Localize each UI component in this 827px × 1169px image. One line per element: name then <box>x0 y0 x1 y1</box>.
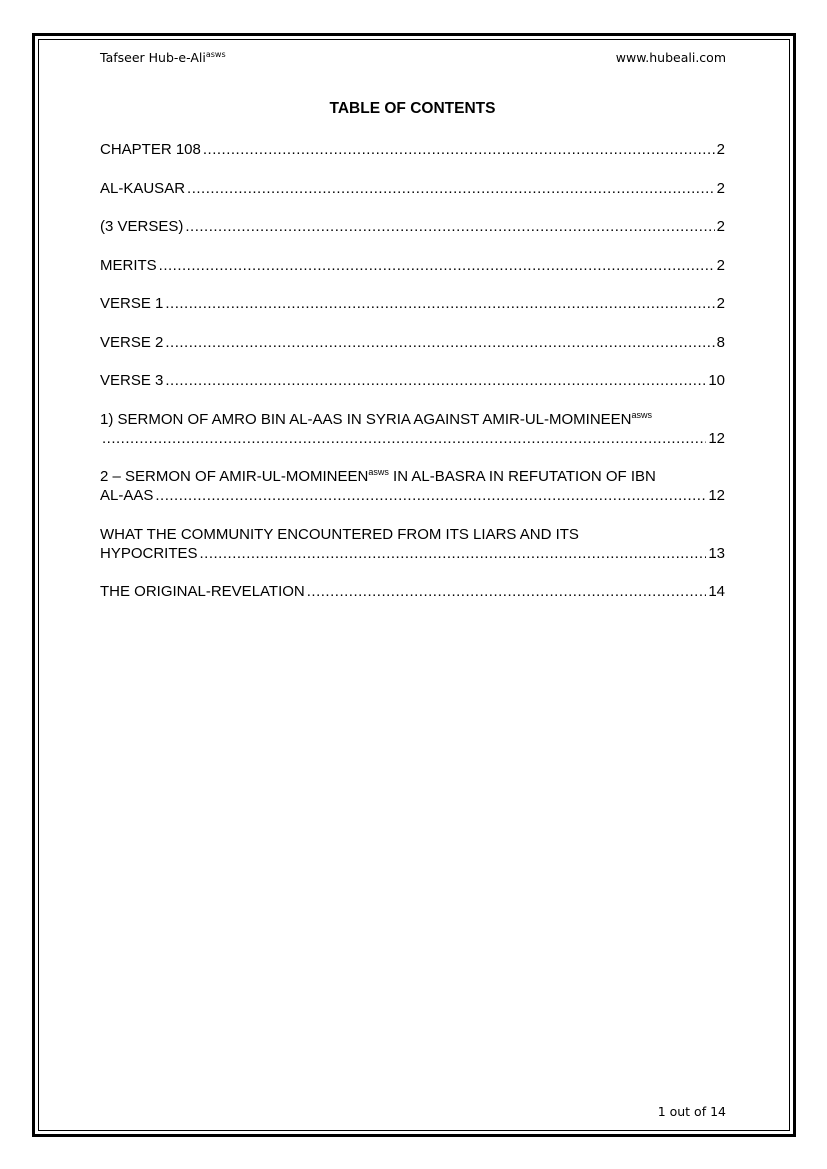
toc-entry-page: 14 <box>708 583 725 600</box>
toc-entry[interactable] <box>100 525 725 563</box>
header-website: www.hubeali.com <box>615 50 726 65</box>
toc-entry-page: 8 <box>716 333 725 351</box>
toc-entry-text: (3 VERSES) <box>100 218 184 235</box>
toc-dot-leader <box>185 217 714 236</box>
toc-dot-leader <box>307 582 707 601</box>
toc-entry-text: CHAPTER 108 <box>100 141 201 158</box>
toc-entry[interactable] <box>100 467 725 505</box>
toc-entry[interactable] <box>100 217 725 236</box>
toc-entry-text: VERSE 1 <box>100 295 164 312</box>
header-title: Tafseer Hub-e-Ali$^{asws}$ <box>100 50 226 65</box>
toc-entry-text-line1: 1) SERMON OF AMRO BIN AL-AAS IN SYRIA AGAINST AMIR-$UL-MOMINEEN^{asws}$ <box>100 409 653 428</box>
toc-entry-text: THE ORIGINAL-REVELATION <box>100 583 305 600</box>
toc-entry-page: 13 <box>708 544 725 562</box>
toc-entry-text-line1: WHAT THE COMMUNITY ENCOUNTERED FROM ITS LIARS AND ITS <box>100 525 579 543</box>
toc-entry[interactable] <box>100 140 725 159</box>
toc-entry[interactable] <box>100 256 725 275</box>
toc-entry-text-line2: HYPOCRITES <box>100 544 198 562</box>
toc-entry-page: 12 <box>708 429 725 447</box>
header-title-superscript: asws <box>205 50 226 59</box>
toc-entry-text: MERITS <box>100 256 157 274</box>
toc-entry[interactable] <box>100 410 725 448</box>
page-number-indicator: 1 out of 14 <box>657 1104 726 1119</box>
toc-dot-leader <box>159 256 715 275</box>
toc-entry-text: AL-KAUSAR <box>100 179 186 197</box>
toc-entry[interactable] <box>100 179 725 198</box>
toc-dot-leader <box>165 294 714 313</box>
toc-dot-leader <box>203 140 715 159</box>
toc-dot-leader <box>165 371 706 390</box>
toc-entry-page: 10 <box>708 372 725 389</box>
toc-entry-text-line2: AL-AAS <box>100 487 154 504</box>
toc-entry[interactable] <box>100 371 725 390</box>
toc-entry-text: VERSE 2 <box>100 333 164 351</box>
toc-entry-page: 2 <box>716 295 725 312</box>
toc-entry-page: 12 <box>708 487 725 504</box>
toc-entry-superscript: asws <box>631 409 653 420</box>
toc-entry-superscript: asws <box>368 467 389 477</box>
toc-entry-page: 2 <box>716 218 725 235</box>
toc-entry-text: VERSE 3 <box>100 372 164 389</box>
table-of-contents <box>100 140 725 621</box>
toc-entry[interactable] <box>100 294 725 313</box>
toc-entry-page: 2 <box>716 179 725 197</box>
toc-dot-leader <box>165 333 714 352</box>
toc-entry-page: 2 <box>716 141 725 158</box>
toc-heading: TABLE OF CONTENTS <box>329 100 496 117</box>
toc-entry-page: 2 <box>716 256 725 274</box>
toc-entry[interactable] <box>100 582 725 601</box>
toc-dot-leader <box>200 544 707 563</box>
toc-dot-leader <box>187 179 715 198</box>
toc-entry[interactable] <box>100 333 725 352</box>
toc-dot-leader <box>102 429 706 448</box>
toc-dot-leader <box>155 486 706 505</box>
toc-entry-text-line1: 2 – SERMON OF AMIR-$UL-MOMINEEN^{asws}$ IN AL-BASRA IN REFUTATION OF IBN <box>100 467 656 485</box>
